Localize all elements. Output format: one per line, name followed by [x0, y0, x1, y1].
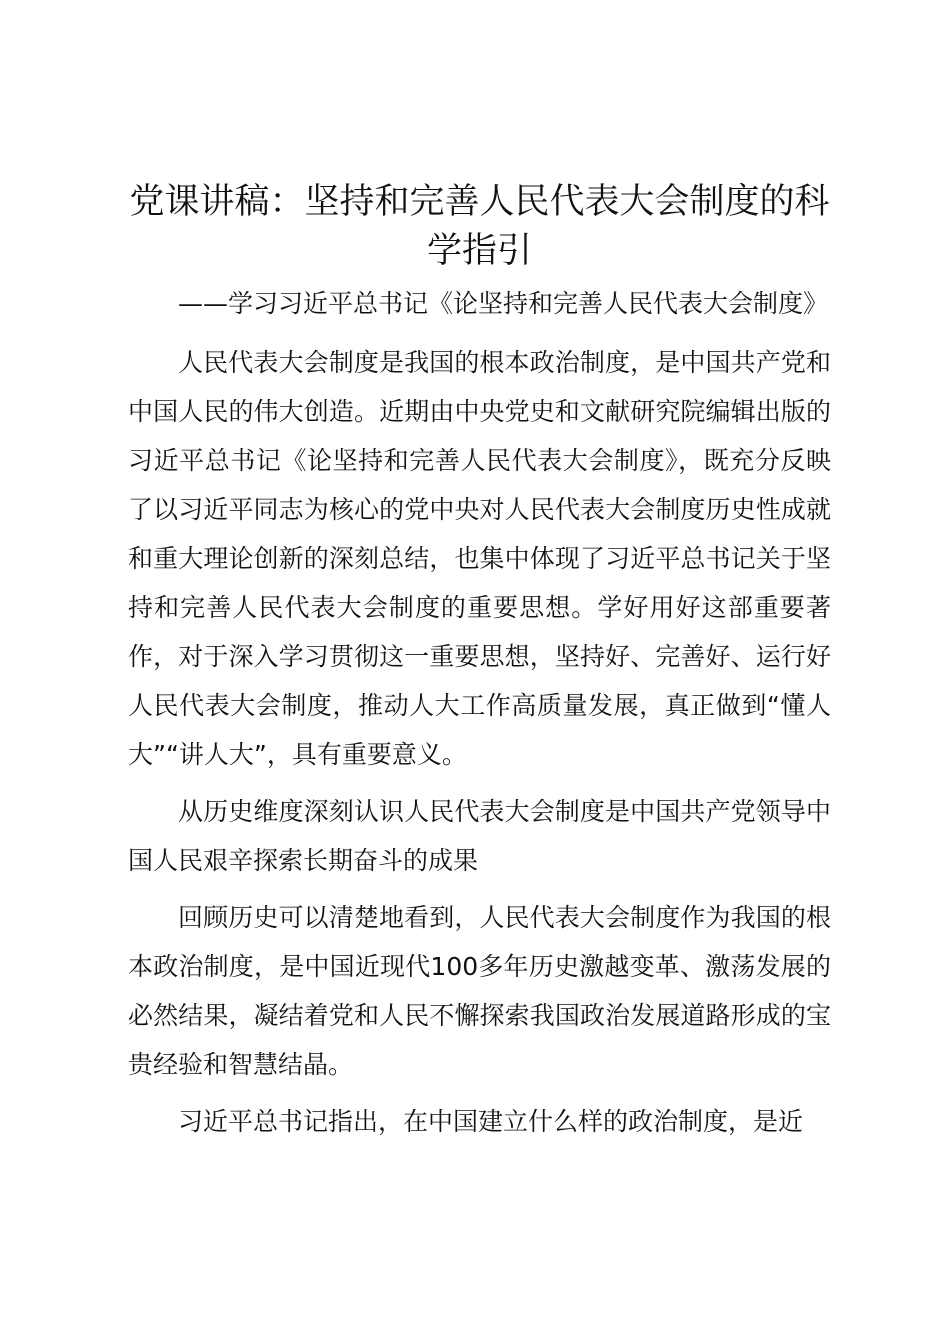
- document-title: 党课讲稿：坚持和完善人民代表大会制度的科学指引: [129, 182, 830, 271]
- paragraph-xi-quote: 习近平总书记指出，在中国建立什么样的政治制度，是近: [178, 1107, 804, 1136]
- document-page: [128, 178, 831, 1146]
- paragraph-intro: 人民代表大会制度是我国的根本政治制度，是中国共产党和中国人民的伟大创造。近期由中央党史和文献研究院编辑出版的习近平总书记《论坚持和完善人民代表大会制度》，既充分反映了以习近平同志为核心的党中央对人民代表大会制度历史性成就和重大理论创新的深刻总结，也集中体现了习近平总书记关于坚持和完善人民代表大会制度的重要思想。学好用好这部重要著作，对于深入学习贯彻这一重要思想，坚持好、完善好、运行好人民代表大会制度，推动人大工作高质量发展，真正做到“懂人大”“讲人大”，具有重要意义。: [128, 348, 831, 769]
- document-subtitle: ——学习习近平总书记《论坚持和完善人民代表大会制度》: [178, 289, 829, 318]
- section-heading-history: 从历史维度深刻认识人民代表大会制度是中国共产党领导中国人民艰辛探索长期奋斗的成果: [128, 797, 831, 875]
- paragraph-history-review: 回顾历史可以清楚地看到，人民代表大会制度作为我国的根本政治制度，是中国近现代100多年历史激越变革、激荡发展的必然结果，凝结着党和人民不懈探索我国政治发展道路形成的宝贵经验和智慧结晶。: [128, 903, 831, 1079]
